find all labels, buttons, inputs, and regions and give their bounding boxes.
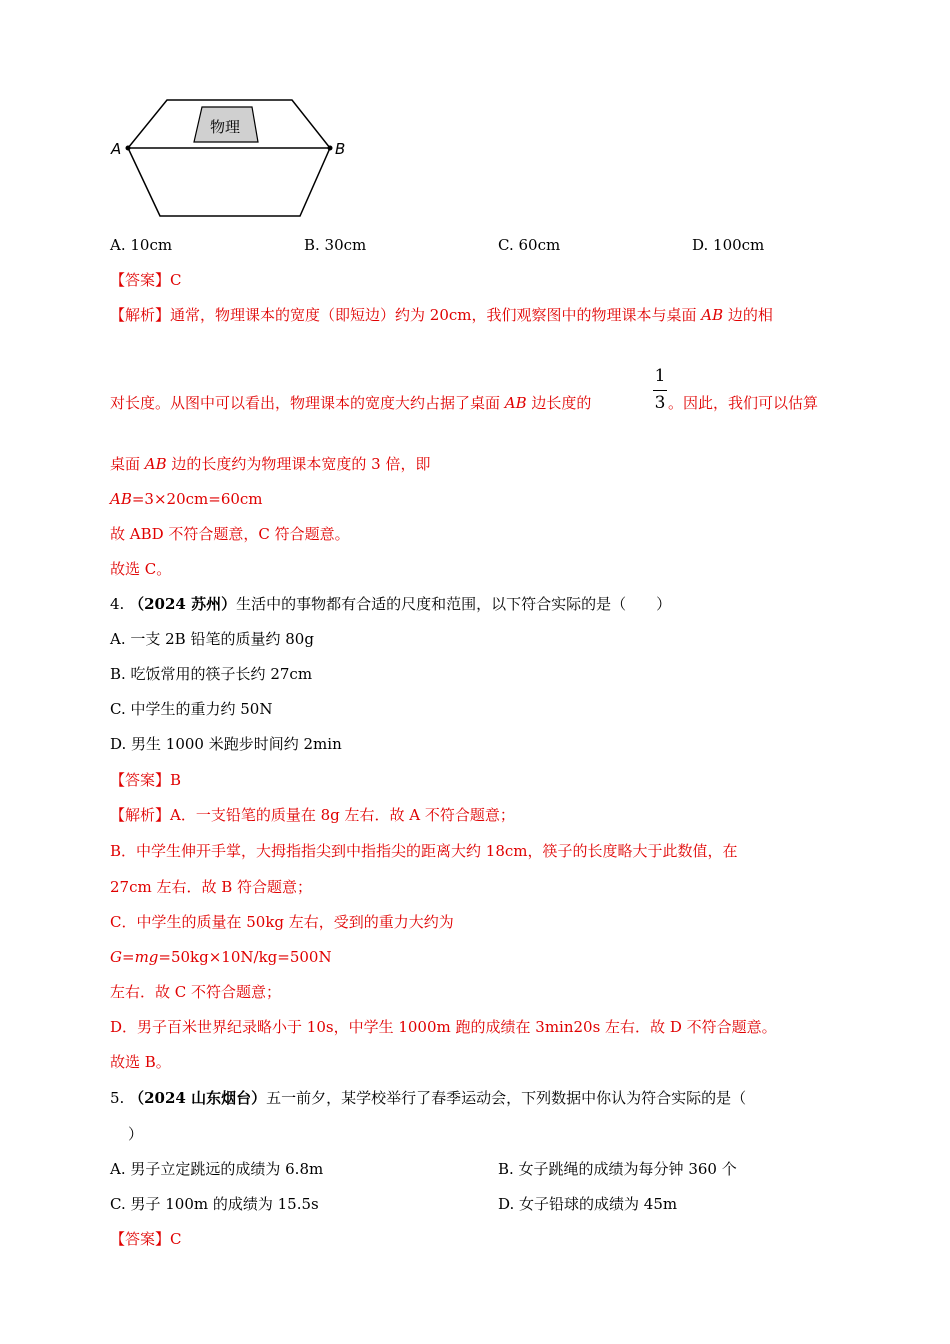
ab-symbol: AB (144, 455, 167, 473)
q4-option-d: D. 男生 1000 米跑步时间约 2min (110, 735, 342, 753)
fraction-bar (653, 390, 667, 391)
q3-analysis-line5: 故 ABD 不符合题意，C 符合题意。 (110, 525, 350, 543)
q4-analysis-c1: C．中学生的质量在 50kg 左右，受到的重力大约为 (110, 913, 454, 931)
q4-analysis-end: 故选 B。 (110, 1053, 171, 1071)
q4-analysis-a (110, 805, 515, 825)
q5-option-b: B. 女子跳绳的成绩为每分钟 360 个 (498, 1160, 737, 1178)
point-b-label: B (335, 140, 346, 158)
q3-option-b: B. 30cm (304, 236, 367, 254)
q3-option-d: D. 100cm (692, 236, 765, 254)
q4-answer (110, 770, 181, 790)
q3-answer (110, 270, 182, 290)
q5-option-a: A. 男子立定跳远的成绩为 6.8m (110, 1160, 324, 1178)
text: = (121, 948, 135, 966)
q5-answer (110, 1229, 182, 1249)
text: 对长度。从图中可以看出，物理课本的宽度大约占据了桌面 (110, 394, 505, 412)
answer-tag: 【答案】 (110, 1230, 171, 1248)
q4-analysis-c3: 左右．故 C 不符合题意； (110, 983, 282, 1001)
ab-symbol: AB (110, 490, 132, 508)
desk-figure (105, 92, 355, 222)
q4-option-b: B. 吃饭常用的筷子长约 27cm (110, 665, 313, 683)
question-number: 4. (110, 595, 130, 613)
q5-stem (110, 1088, 746, 1108)
answer-tag: 【答案】 (110, 771, 171, 789)
q5-option-d: D. 女子铅球的成绩为 45m (498, 1195, 678, 1213)
ab-symbol: AB (504, 394, 527, 412)
answer-value: C (170, 1230, 182, 1248)
text: 边的相 (723, 306, 773, 324)
text: 桌面 (110, 455, 145, 473)
point-a-label: A (111, 140, 122, 158)
text: A．一支铅笔的质量在 8g 左右．故 A 不符合题意； (170, 806, 515, 824)
q4-analysis-c2 (110, 947, 332, 967)
question-number: 5. (110, 1089, 130, 1107)
point-a-dot (126, 146, 131, 151)
fraction-denominator: 3 (654, 393, 666, 413)
analysis-tag: 【解析】 (110, 806, 171, 824)
q3-option-c: C. 60cm (498, 236, 561, 254)
q4-analysis-b2: 27cm 左右．故 B 符合题意； (110, 878, 313, 896)
q3-analysis-line2 (110, 393, 591, 413)
text: =3×20cm=60cm (131, 490, 263, 508)
q3-analysis-line1 (110, 305, 773, 325)
q3-analysis-line6: 故选 C。 (110, 560, 172, 578)
question-source: （2024 苏州） (129, 595, 237, 613)
fraction-numerator: 1 (654, 366, 666, 386)
text: 生活中的事物都有合适的尺度和范围，以下符合实际的是（ ） (236, 595, 672, 613)
book-label: 物理 (209, 118, 241, 136)
q3-option-a: A. 10cm (110, 236, 173, 254)
q5-stem-line2: ） (128, 1125, 144, 1143)
q3-analysis-line3 (110, 454, 431, 474)
text: 边长度的 (526, 394, 592, 412)
symbol-g: G (110, 948, 122, 966)
text: 五一前夕，某学校举行了春季运动会，下列数据中你认为符合实际的是（ (266, 1089, 747, 1107)
q4-analysis-d1: D．男子百米世界纪录略小于 10s，中学生 1000m 跑的成绩在 3min20s 左右．故 D 不符合题意。 (110, 1018, 777, 1036)
answer-tag: 【答案】 (110, 271, 171, 289)
question-source: （2024 山东烟台） (129, 1089, 267, 1107)
text: 通常，物理课本的宽度（即短边）约为 20cm，我们观察图中的物理课本与桌面 (170, 306, 702, 324)
ab-symbol: AB (701, 306, 724, 324)
q4-stem (110, 594, 671, 614)
answer-value: C (170, 271, 182, 289)
text: 边的长度约为物理课本宽度的 3 倍，即 (166, 455, 431, 473)
text: =50kg×10N/kg=500N (158, 948, 332, 966)
analysis-tag: 【解析】 (110, 306, 171, 324)
q3-analysis-line2-tail: 。因此，我们可以估算 (668, 394, 819, 412)
fraction-one-third (651, 366, 669, 416)
q4-option-c: C. 中学生的重力约 50N (110, 700, 273, 718)
symbol-mg: mg (134, 948, 159, 966)
q3-analysis-line4 (110, 489, 263, 509)
answer-value: B (170, 771, 182, 789)
q4-option-a: A. 一支 2B 铅笔的质量约 80g (110, 630, 314, 648)
q5-option-c: C. 男子 100m 的成绩为 15.5s (110, 1195, 319, 1213)
q4-analysis-b1: B．中学生伸开手掌，大拇指指尖到中指指尖的距离大约 18cm，筷子的长度略大于此数值，在 (110, 842, 738, 860)
point-b-dot (328, 146, 333, 151)
